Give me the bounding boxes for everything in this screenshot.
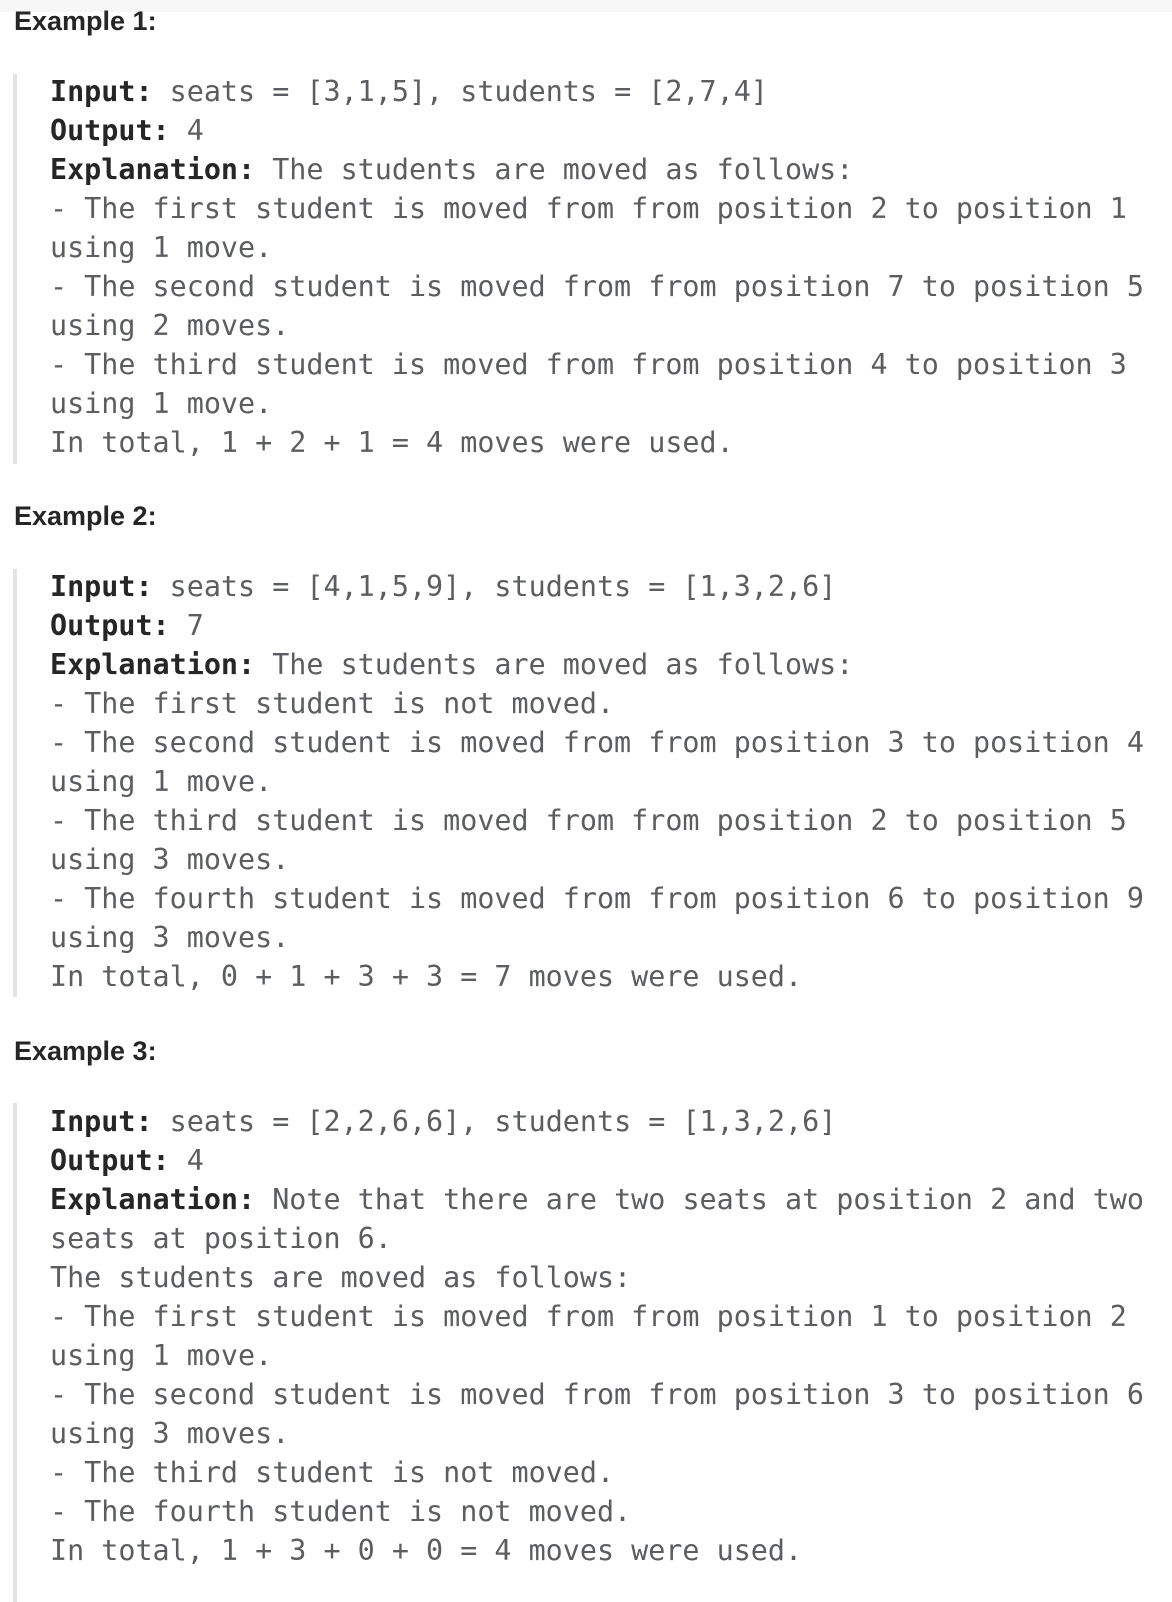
output-value: 7 (169, 609, 204, 642)
example-1-output-line (50, 111, 204, 150)
example-1-title: Example 1: (14, 6, 157, 36)
example-3-title: Example 3: (14, 1036, 157, 1066)
explanation-line: In total, 1 + 3 + 0 + 0 = 4 moves were used. (50, 1534, 803, 1567)
input-label: Input: (50, 75, 153, 108)
explanation-value: The students are moved as follows: (255, 153, 854, 186)
explanation-line: - The first student is moved from from position 1 to position 2 (50, 1300, 1127, 1333)
explanation-line: using 2 moves. (50, 309, 290, 342)
example-2-block (13, 569, 1157, 997)
output-label: Output: (50, 114, 170, 147)
output-value: 4 (169, 114, 204, 147)
explanation-value: Note that there are two seats at position 2 and two (255, 1183, 1144, 1216)
explanation-line: - The second student is moved from from position 3 to position 6 (50, 1378, 1144, 1411)
explanation-line: using 3 moves. (50, 921, 290, 954)
example-2-output-line (50, 606, 204, 645)
explanation-line: using 1 move. (50, 1339, 273, 1372)
example-3-block (13, 1103, 1157, 1602)
explanation-line: using 1 move. (50, 765, 273, 798)
explanation-line: - The first student is not moved. (50, 687, 615, 720)
explanation-label: Explanation: (50, 153, 256, 186)
explanation-label: Explanation: (50, 648, 256, 681)
example-1-explanation-line (50, 150, 853, 189)
explanation-line: - The first student is moved from from position 2 to position 1 (50, 192, 1127, 225)
explanation-line: - The third student is moved from from position 4 to position 3 (50, 348, 1127, 381)
example-3-output-line (50, 1141, 204, 1180)
explanation-line: - The third student is not moved. (50, 1456, 615, 1489)
example-1-input-line (50, 72, 768, 111)
explanation-line: - The second student is moved from from position 7 to position 5 (50, 270, 1144, 303)
explanation-line: using 1 move. (50, 387, 273, 420)
input-label: Input: (50, 570, 153, 603)
explanation-line: - The third student is moved from from position 2 to position 5 (50, 804, 1127, 837)
explanation-line: using 3 moves. (50, 843, 290, 876)
example-2-input-line (50, 567, 836, 606)
explanation-line: - The fourth student is not moved. (50, 1495, 632, 1528)
explanation-line: - The second student is moved from from position 3 to position 4 (50, 726, 1144, 759)
input-value: seats = [4,1,5,9], students = [1,3,2,6] (152, 570, 837, 603)
explanation-line: seats at position 6. (50, 1222, 392, 1255)
output-label: Output: (50, 1144, 170, 1177)
top-bar (0, 0, 1172, 12)
explanation-label: Explanation: (50, 1183, 256, 1216)
explanation-line: In total, 1 + 2 + 1 = 4 moves were used. (50, 426, 734, 459)
example-3-explanation-line (50, 1180, 1144, 1219)
example-2-explanation-line (50, 645, 853, 684)
output-value: 4 (169, 1144, 204, 1177)
explanation-line: using 3 moves. (50, 1417, 290, 1450)
explanation-value: The students are moved as follows: (255, 648, 854, 681)
input-value: seats = [3,1,5], students = [2,7,4] (152, 75, 768, 108)
output-label: Output: (50, 609, 170, 642)
example-1-block (13, 74, 1157, 464)
example-3-input-line (50, 1102, 836, 1141)
explanation-line: In total, 0 + 1 + 3 + 3 = 7 moves were used. (50, 960, 803, 993)
explanation-line: - The fourth student is moved from from position 6 to position 9 (50, 882, 1144, 915)
explanation-line: The students are moved as follows: (50, 1261, 632, 1294)
explanation-line: using 1 move. (50, 231, 273, 264)
input-label: Input: (50, 1105, 153, 1138)
example-2-title: Example 2: (14, 501, 157, 531)
input-value: seats = [2,2,6,6], students = [1,3,2,6] (152, 1105, 837, 1138)
